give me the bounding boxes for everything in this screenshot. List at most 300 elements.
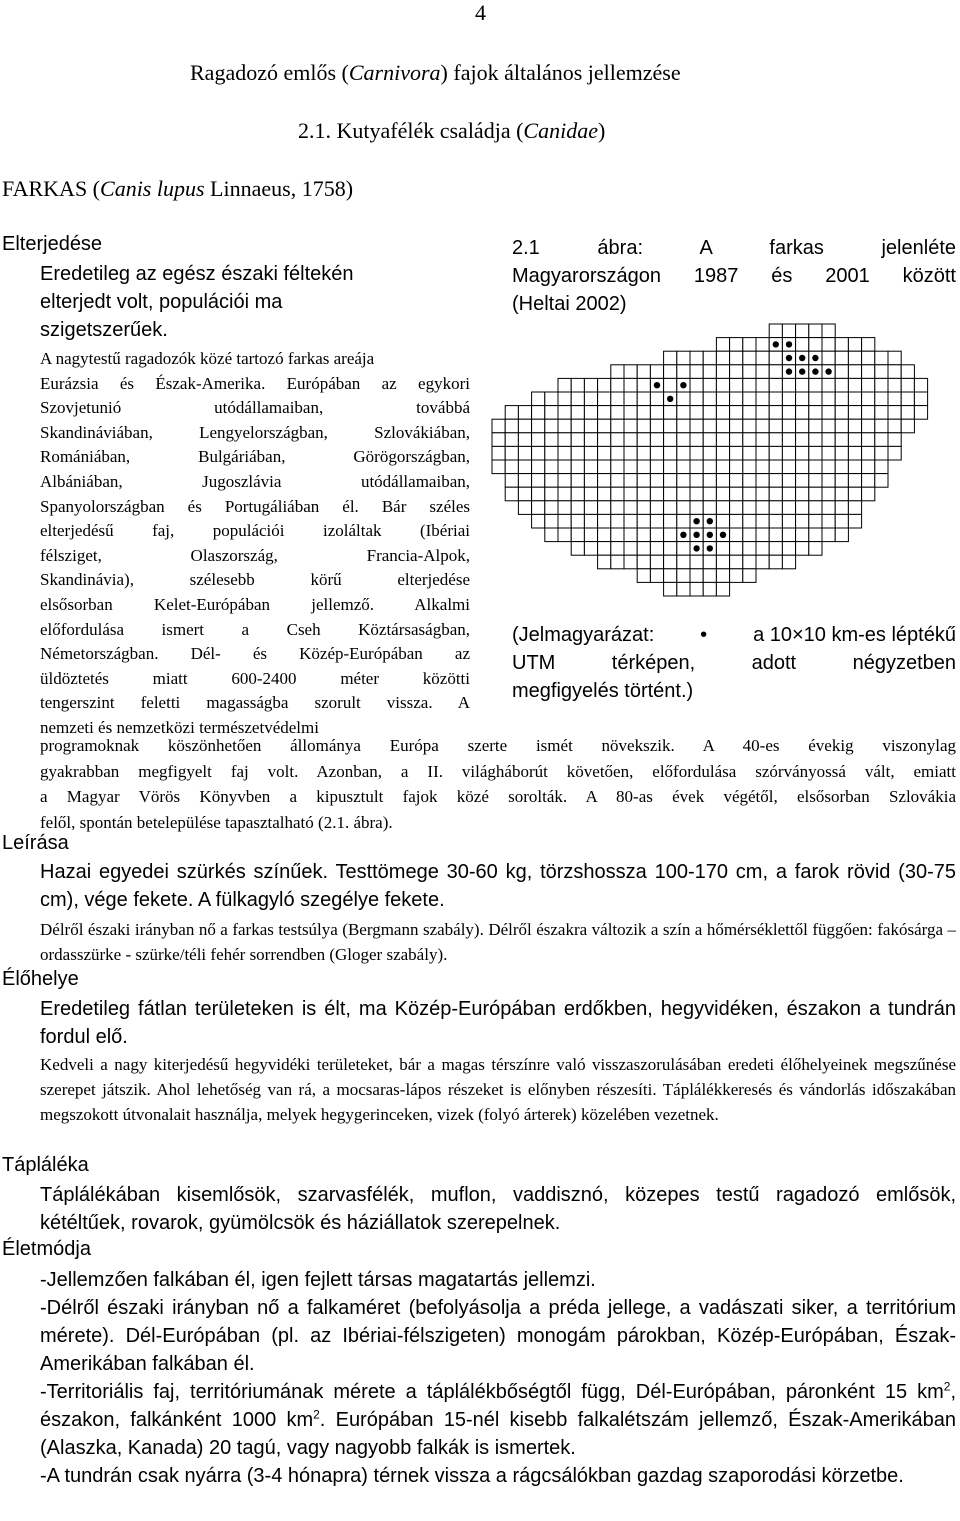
caption-line: 2.1 ábra: A farkas jelenléte [512,237,956,259]
map-grid-cell [637,555,650,569]
map-grid-cell [571,419,584,433]
map-grid-cell [888,433,901,447]
map-grid-cell [835,487,848,501]
map-grid-cell [716,487,729,501]
observation-dot [812,355,818,361]
map-grid-cell [611,501,624,515]
map-grid-cell [571,514,584,528]
map-grid-cell [782,555,795,569]
map-grid-cell [558,406,571,420]
map-grid-cell [690,555,703,569]
map-grid-cell [862,338,875,352]
map-grid-cell [624,433,637,447]
map-grid-cell [611,365,624,379]
map-grid-cell [848,446,861,460]
map-grid-cell [584,460,597,474]
map-grid-cell [664,419,677,433]
text-line: Spanyolországban és Portugáliában él. Bár széles [40,496,470,516]
map-grid-cell [875,378,888,392]
map-grid-cell [664,528,677,542]
map-grid-cell [730,474,743,488]
map-grid-cell [730,528,743,542]
map-grid-cell [809,460,822,474]
map-grid-cell [716,392,729,406]
map-grid-cell [756,419,769,433]
text-line: Albániában, Jugoszlávia utódállamaiban, [40,471,470,491]
map-grid-cell [637,446,650,460]
map-grid-cell [835,528,848,542]
map-grid-cell [703,569,716,583]
map-grid-cell [901,406,914,420]
map-grid-cell [782,406,795,420]
map-grid-cell [914,378,927,392]
map-grid-cell [518,433,531,447]
observation-dot [667,396,673,402]
map-grid-cell [756,528,769,542]
map-grid-cell [558,514,571,528]
map-grid-cell [782,501,795,515]
text-line: Eredetileg az egész északi féltekén [40,263,354,285]
map-grid-cell [703,365,716,379]
map-grid-cell [558,460,571,474]
map-grid-cell [809,338,822,352]
map-grid-cell [598,501,611,515]
map-grid-cell [492,460,505,474]
map-grid-cell [756,555,769,569]
map-grid-cell [664,351,677,365]
map-grid-cell [743,392,756,406]
map-grid-cell [743,528,756,542]
map-grid-cell [624,501,637,515]
map-grid-cell [822,351,835,365]
map-grid-cell [756,487,769,501]
map-grid-cell [862,419,875,433]
map-grid-cell [716,365,729,379]
map-grid-cell [822,446,835,460]
map-grid-cell [848,487,861,501]
map-grid-cell [822,419,835,433]
map-legend [512,621,956,705]
map-grid-cell [756,501,769,515]
map-grid-cell [716,433,729,447]
map-grid-cell [664,501,677,515]
map-grid-cell [756,460,769,474]
map-grid-cell [848,338,861,352]
map-grid-cell [532,460,545,474]
map-grid-cell [598,406,611,420]
map-grid-cell [769,324,782,338]
map-grid-cell [571,528,584,542]
map-grid-cell [611,406,624,420]
map-grid-cell [716,474,729,488]
map-grid-cell [598,514,611,528]
map-grid-cell [650,433,663,447]
map-grid-cell [558,474,571,488]
map-grid-cell [809,406,822,420]
map-grid-cell [875,433,888,447]
map-grid-cell [598,542,611,556]
map-grid-cell [782,446,795,460]
map-grid-cell [782,487,795,501]
map-grid-cell [703,487,716,501]
map-grid-cell [822,460,835,474]
map-grid-cell [848,351,861,365]
map-grid-cell [518,474,531,488]
map-grid-cell [637,514,650,528]
map-grid-cell [809,419,822,433]
map-grid-cell [848,392,861,406]
map-grid-cell [782,378,795,392]
map-grid-cell [624,514,637,528]
map-grid-cell [677,501,690,515]
map-grid-cell [690,582,703,596]
caption-line: Magyarországon 1987 és 2001 között [512,265,956,287]
map-grid-cell [716,569,729,583]
map-grid-cell [888,365,901,379]
map-grid-cell [598,446,611,460]
map-grid-cell [677,365,690,379]
map-grid-cell [611,378,624,392]
map-grid-cell [809,487,822,501]
map-grid-cell [545,406,558,420]
text-line: Skandináviában, Lengyelországban, Szlovákiában, [40,422,470,442]
map-grid-cell [571,406,584,420]
legend-line: (Jelmagyarázat: • a 10×10 km-es léptékű [512,621,956,649]
map-grid-cell [888,446,901,460]
text-line: Skandinávia), szélesebb körű elterjedése [40,570,470,590]
map-grid-cell [518,501,531,515]
map-grid-cell [624,542,637,556]
map-grid-cell [822,338,835,352]
map-grid-cell [650,528,663,542]
map-grid-cell [809,542,822,556]
map-grid-cell [545,474,558,488]
map-grid-cell [796,338,809,352]
map-grid-cell [584,446,597,460]
map-grid-cell [518,460,531,474]
map-grid-cell [518,406,531,420]
map-grid-cell [650,392,663,406]
observation-dot [786,355,792,361]
map-grid-cell [598,392,611,406]
map-grid-cell [637,487,650,501]
observation-dot [720,532,726,538]
elterjedes-intro [40,260,472,344]
text-line: programoknak köszönhetően állománya Európa szerte ismét növekszik. A 40-es évekig viszonylag [40,736,956,755]
map-grid-cell [809,446,822,460]
map-grid-cell [545,501,558,515]
map-grid-cell [598,419,611,433]
map-grid-cell [743,474,756,488]
map-grid-cell [545,514,558,528]
map-grid-cell [835,406,848,420]
map-grid-cell [545,460,558,474]
map-grid-cell [914,392,927,406]
map-grid-cell [650,474,663,488]
map-grid-cell [730,501,743,515]
map-grid-cell [769,378,782,392]
map-grid-cell [822,501,835,515]
map-grid-cell [835,419,848,433]
elohelye-detail: Kedveli a nagy kiterjedésű hegyvidéki területeket, bár a magas térszínre való visszaszorulásában eredeti élőhelyeinek megszűnése szerepet játszik. Ahol lehetőség van rá, a mocsaras-lápos részeket is előnyben részesíti. Táplálékkeresés és vándorlás időszakában megszokott útvonalait használja, melyek hegygerinceken, vizek (folyó árterek) közelében vezetnek. [40,1055,956,1124]
map-grid-cell [743,555,756,569]
map-grid-cell [835,433,848,447]
map-grid-cell [822,324,835,338]
map-grid-cell [875,419,888,433]
map-grid-cell [769,433,782,447]
map-grid-cell [664,474,677,488]
map-grid-cell [769,446,782,460]
map-grid-cell [901,419,914,433]
map-grid-cell [822,528,835,542]
map-grid-cell [743,338,756,352]
heading-eletmodja: Életmódja [2,1238,91,1260]
map-grid-cell [571,460,584,474]
map-grid-cell [624,487,637,501]
map-grid-cell [492,446,505,460]
map-grid-cell [584,514,597,528]
map-grid-cell [743,446,756,460]
map-grid-cell [611,419,624,433]
map-grid-cell [888,406,901,420]
map-grid-cell [703,351,716,365]
map-grid-cell [571,501,584,515]
map-grid-cell [532,487,545,501]
map-grid-cell [848,419,861,433]
map-grid-cell [505,406,518,420]
map-grid-cell [862,351,875,365]
map-grid-cell [888,392,901,406]
map-grid-cell [809,501,822,515]
map-grid-cell [584,501,597,515]
map-grid-cell [888,378,901,392]
map-grid-cell [545,392,558,406]
map-grid-cell [584,419,597,433]
map-grid-cell [532,501,545,515]
map-grid-cell [782,514,795,528]
map-grid-cell [664,378,677,392]
map-grid-cell [730,569,743,583]
map-grid-cell [584,392,597,406]
elterjedes-body-full [40,733,956,835]
map-grid-cell [624,446,637,460]
map-grid-cell [756,542,769,556]
map-grid-cell [703,582,716,596]
map-grid-cell [756,392,769,406]
elterjedes-body [40,347,470,741]
map-grid-cell [835,474,848,488]
observation-dot [654,382,660,388]
caption-line: (Heltai 2002) [512,293,627,315]
map-grid-cell [558,487,571,501]
map-grid-cell [730,378,743,392]
map-grid-cell [822,378,835,392]
map-grid-cell [796,419,809,433]
map-grid-cell [862,365,875,379]
map-grid-cell [558,446,571,460]
map-grid-cell [624,392,637,406]
map-grid-cell [518,487,531,501]
observation-dot [799,355,805,361]
map-grid-cell [650,460,663,474]
map-grid-cell [677,555,690,569]
map-grid-cell [835,514,848,528]
map-grid-cell [598,378,611,392]
map-grid-cell [611,433,624,447]
map-grid-cell [703,460,716,474]
text-line: gyakrabban megfigyelt faj volt. Azonban, a II. világháborút követően, előfordulása szórványossá vált, emiatt [40,761,956,781]
map-grid-cell [650,487,663,501]
map-grid-cell [584,474,597,488]
map-grid-cell [875,406,888,420]
map-grid-cell [584,406,597,420]
map-grid-cell [584,378,597,392]
map-grid-cell [637,378,650,392]
map-grid-cell [848,501,861,515]
map-grid-cell [492,419,505,433]
map-grid-cell [703,392,716,406]
map-grid-cell [532,446,545,460]
map-grid-cell [756,433,769,447]
map-grid-cell [782,528,795,542]
map-grid-cell [782,460,795,474]
map-grid-cell [637,528,650,542]
taplaleka-main: Táplálékában kisemlősök, szarvasfélék, muflon, vaddisznó, közepes testű ragadozó emlősök, kétéltűek, rovarok, gyümölcsök és háziállatok szerepelnek. [40,1184,956,1234]
map-grid-cell [624,406,637,420]
map-grid-cell [848,433,861,447]
eletmodja-body [40,1266,956,1490]
page-title: Ragadozó emlős (Carnivora) fajok általános jellemzése [190,60,681,85]
map-grid-cell [690,351,703,365]
text-line: elterjedésű faj, populációi izoláltak (Ibériai [40,521,470,541]
map-grid-cell [848,474,861,488]
map-grid-cell [716,501,729,515]
map-grid-cell [782,474,795,488]
map-grid-cell [532,514,545,528]
map-grid-cell [730,419,743,433]
map-grid-cell [756,474,769,488]
map-grid-cell [690,378,703,392]
map-grid-cell [690,501,703,515]
map-grid-cell [571,433,584,447]
map-grid-cell [862,446,875,460]
text-line: felől, spontán betelepülése tapasztalható (2.1. ábra). [40,812,393,832]
map-grid-cell [703,419,716,433]
map-grid-cell [730,542,743,556]
map-grid-cell [862,433,875,447]
map-grid-cell [677,582,690,596]
map-grid-cell [545,446,558,460]
map-grid-cell [862,406,875,420]
map-grid-cell [730,514,743,528]
observation-dot [773,341,779,347]
map-grid-cell [875,365,888,379]
map-grid-cell [875,474,888,488]
map-grid-cell [664,433,677,447]
map-grid-cell [598,433,611,447]
map-grid-cell [677,446,690,460]
legend-line: UTM térképen, adott négyzetben [512,652,956,674]
map-grid-cell [611,514,624,528]
map-grid-cell [611,392,624,406]
map-grid-cell [730,392,743,406]
map-grid-cell [848,460,861,474]
map-grid-cell [677,514,690,528]
map-grid-cell [690,392,703,406]
map-grid-cell [677,460,690,474]
map-grid-cell [650,365,663,379]
map-grid-cell [584,542,597,556]
map-grid-cell [796,528,809,542]
map-grid-cell [650,569,663,583]
map-grid-cell [505,487,518,501]
map-grid-cell [743,514,756,528]
map-grid-cell [664,460,677,474]
map-grid-cell [809,392,822,406]
map-grid-cell [782,542,795,556]
map-grid-cell [637,433,650,447]
map-grid-cell [888,419,901,433]
map-grid-cell [743,487,756,501]
map-grid-cell [769,514,782,528]
map-grid-cell [637,569,650,583]
map-grid-cell [769,419,782,433]
map-grid-cell [730,433,743,447]
map-grid-cell [796,474,809,488]
map-grid-cell [664,542,677,556]
map-grid-cell [769,555,782,569]
map-grid-cell [875,351,888,365]
map-grid-cell [756,365,769,379]
distribution-map [488,318,936,602]
figure-caption [512,234,956,318]
map-grid-cell [796,406,809,420]
map-grid-cell [650,514,663,528]
map-grid-cell [730,338,743,352]
map-grid-cell [743,351,756,365]
text-line: Németországban. Dél- és Közép-Európában az [40,644,470,664]
map-grid-cell [637,460,650,474]
map-grid-cell [769,542,782,556]
map-grid-cell [505,433,518,447]
map-grid-cell [611,460,624,474]
observation-dot [786,368,792,374]
map-grid-cell [624,555,637,569]
map-grid-cell [598,528,611,542]
map-grid-cell [716,446,729,460]
observation-dot [825,368,831,374]
map-grid-cell [835,446,848,460]
map-grid-cell [571,446,584,460]
paragraph: -Territoriális faj, territóriumának mérete a táplálékbőségtől függ, Dél-Európában, páronként 15 $km^2$, északon, falkánként 1000 $km^2$. Európában 15-nél kisebb falkalétszám jellemző, Észak-Amerikában (Alaszka, Kanada) 20 tagú, vagy nagyobb falkák is ismertek. [40,1379,956,1459]
map-grid-cell [730,351,743,365]
map-grid-cell [624,474,637,488]
text-line: Szovjetunió utódállamaiban, továbbá [40,398,470,418]
map-grid-cell [835,392,848,406]
map-grid-cell [782,419,795,433]
map-grid-cell [611,487,624,501]
map-grid-cell [835,460,848,474]
map-grid-cell [796,378,809,392]
map-grid-cell [756,378,769,392]
map-grid-cell [756,446,769,460]
map-grid-cell [677,351,690,365]
text-line: üldöztetés miatt 600-2400 méter közötti [40,668,470,688]
map-grid-cell [558,528,571,542]
map-grid-cell [571,542,584,556]
map-grid-cell [716,514,729,528]
map-grid-cell [730,487,743,501]
